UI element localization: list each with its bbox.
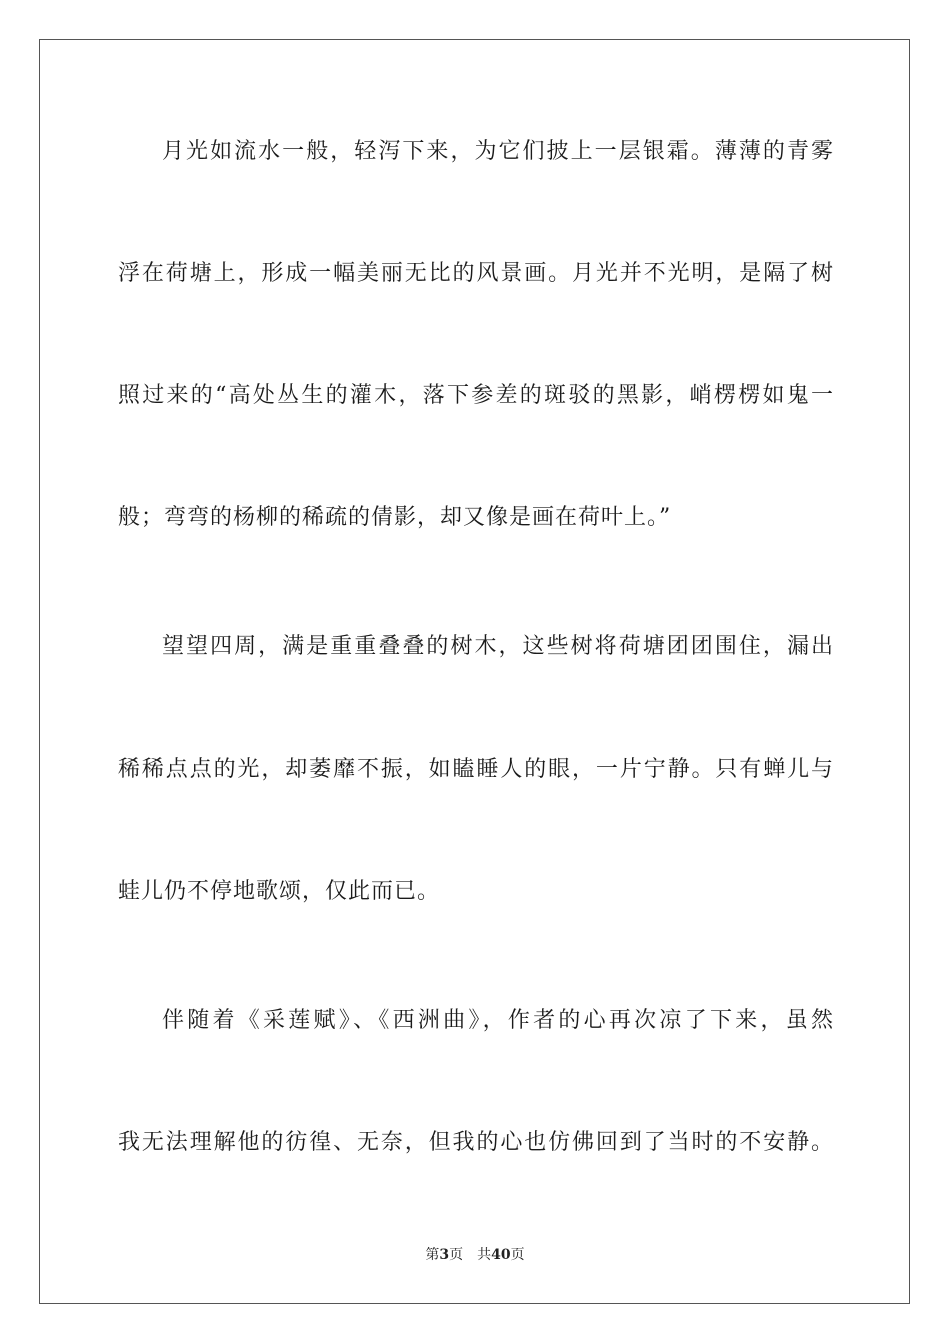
page-border <box>39 39 910 1304</box>
paragraph-1-line-3: 照过来的“高处丛生的灌木，落下参差的斑驳的黑影，峭楞楞如鬼一 <box>118 383 834 408</box>
paragraph-2-line-3: 蛙儿仍不停地歌颂，仅此而已。 <box>118 879 441 904</box>
paragraph-3-line-1: 伴随着《采莲赋》、《西洲曲》，作者的心再次凉了下来，虽然 <box>162 1008 834 1033</box>
paragraph-1-line-4: 般；弯弯的杨柳的稀疏的倩影，却又像是画在荷叶上。” <box>118 505 672 530</box>
paragraph-2-line-1: 望望四周，满是重重叠叠的树木，这些树将荷塘团团围住，漏出 <box>162 634 834 659</box>
total-pages: 40 <box>491 1247 511 1263</box>
page-number: 3 <box>439 1247 450 1263</box>
page-footer <box>0 1246 950 1264</box>
total-prefix: 共 <box>477 1247 492 1263</box>
page-prefix: 第 <box>425 1247 440 1263</box>
paragraph-2-line-2: 稀稀点点的光，却萎靡不振，如瞌睡人的眼，一片宁静。只有蝉儿与 <box>118 757 834 782</box>
page-suffix: 页 <box>449 1247 464 1263</box>
paragraph-3-line-2: 我无法理解他的彷徨、无奈，但我的心也仿佛回到了当时的不安静。 <box>118 1130 834 1155</box>
total-suffix: 页 <box>510 1247 525 1263</box>
paragraph-1-line-2: 浮在荷塘上，形成一幅美丽无比的风景画。月光并不光明，是隔了树 <box>118 261 834 286</box>
paragraph-1-line-1: 月光如流水一般，轻泻下来，为它们披上一层银霜。薄薄的青雾 <box>162 139 834 164</box>
